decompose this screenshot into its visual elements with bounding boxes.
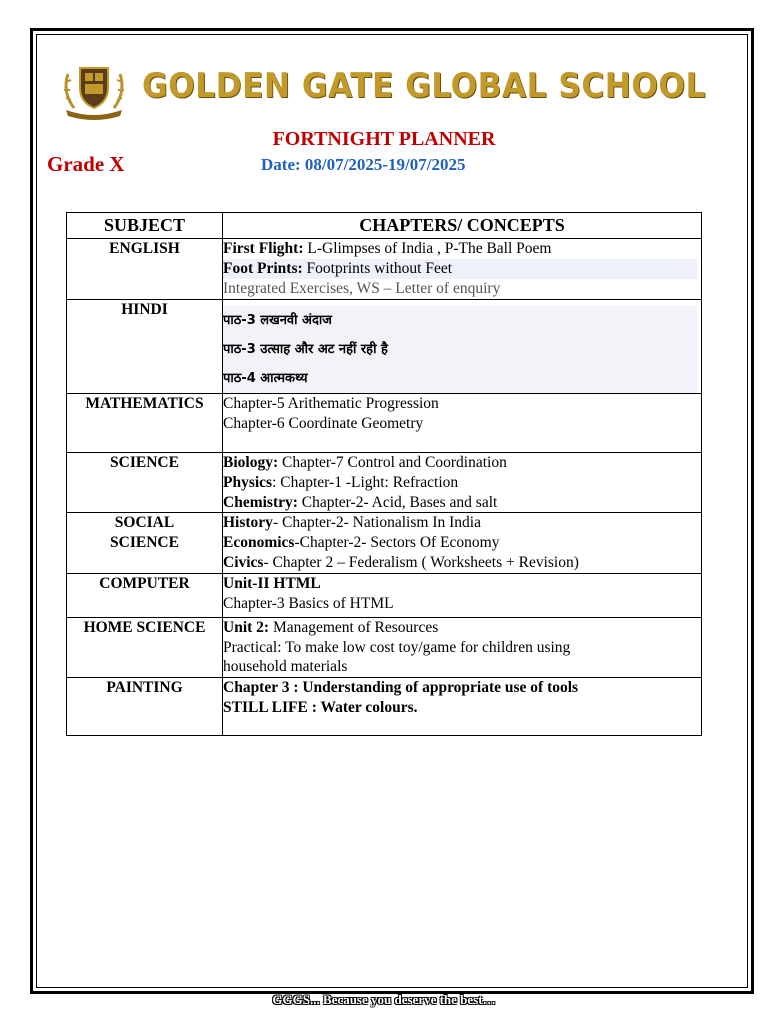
computer-chapter-3: Chapter-3 Basics of HTML [223,594,394,612]
date-range: Date: 08/07/2025-19/07/2025 [261,155,466,174]
home-science-practical: Practical: To make low cost toy/game for children using [223,638,571,656]
painting-still-life: STILL LIFE : Water colours. [223,698,418,716]
planner-table [66,212,702,736]
text-first-flight: L-Glimpses of India , P-The Ball Poem [303,240,552,257]
subject-english: ENGLISH [67,239,223,300]
text-foot-prints: Footprints without Feet [302,259,453,277]
label-foot-prints: Foot Prints: [223,259,303,277]
table-row-computer [67,573,702,617]
subject-social-science [67,513,223,573]
hindi-lesson-3: पाठ-4 आत्मकथ्य [223,371,308,386]
column-header-subject: SUBJECT [67,213,223,239]
table-row-social-science [67,513,702,573]
hindi-lesson-block [223,306,697,393]
subject-computer: COMPUTER [67,573,223,617]
text-chemistry: Chapter-2- Acid, Bases and salt [297,493,498,511]
chapters-social-science [223,513,702,573]
label-physics: Physics [223,473,273,491]
table-row-english [67,239,702,300]
subject-mathematics: MATHEMATICS [67,394,223,453]
planner-title: FORTNIGHT PLANNER [272,128,496,150]
column-header-chapters: CHAPTERS/ CONCEPTS [223,213,702,239]
math-chapter-6: Chapter-6 Coordinate Geometry [223,414,424,432]
subject-home-science: HOME SCIENCE [67,617,223,677]
chapters-painting [223,678,702,736]
subject-science: SCIENCE [67,453,223,513]
table-row-painting [67,678,702,736]
subject-social-line2: SCIENCE [110,534,179,552]
text-integrated-exercises: Integrated Exercises, WS – Letter of enquiry [223,279,501,297]
text-unit-2: Management of Resources [269,618,439,636]
painting-chapter-3: Chapter 3 : Understanding of appropriate use of tools [223,679,579,697]
table-row-science [67,453,702,513]
table-row-hindi [67,300,702,394]
hindi-lesson-1: पाठ-3 लखनवी अंदाज [223,313,332,328]
label-biology: Biology: [223,454,279,471]
grade-label: Grade X [47,152,125,176]
label-unit-2: Unit 2: [223,618,270,636]
chapters-science [223,453,702,513]
hindi-lesson-2: पाठ-3 उत्साह और अट नहीं रही है [223,342,388,357]
chapters-hindi [223,300,702,394]
computer-unit: Unit-II HTML [223,574,321,592]
text-history: - Chapter-2- Nationalism In India [272,514,481,532]
table-header-row [67,213,702,239]
subject-social-line1: SOCIAL [114,514,175,532]
text-economics: -Chapter-2- Sectors Of Economy [294,534,500,552]
math-chapter-5: Chapter-5 Arithematic Progression [223,395,439,412]
subject-painting: PAINTING [67,678,223,736]
text-biology: Chapter-7 Control and Coordination [278,454,507,471]
school-crest-icon [60,62,128,120]
text-physics: : Chapter-1 -Light: Refraction [272,473,459,491]
school-name: GOLDEN GATE GLOBAL SCHOOL [142,66,706,106]
label-first-flight: First Flight: [223,240,304,257]
footer-tagline: GGGS... Because you deserve the best… [272,992,496,1007]
home-science-practical-cont: household materials [223,658,348,676]
table-row-home-science [67,617,702,677]
chapters-home-science [223,617,702,677]
chapters-english [223,239,702,300]
chapters-mathematics [223,394,702,453]
label-history: History [223,514,273,532]
label-chemistry: Chemistry: [223,493,298,511]
text-civics: - Chapter 2 – Federalism ( Worksheets + Revision) [263,553,579,571]
subject-hindi: HINDI [67,300,223,394]
table-row-mathematics [67,394,702,453]
chapters-computer [223,573,702,617]
label-economics: Economics [223,534,295,552]
label-civics: Civics [223,553,264,571]
